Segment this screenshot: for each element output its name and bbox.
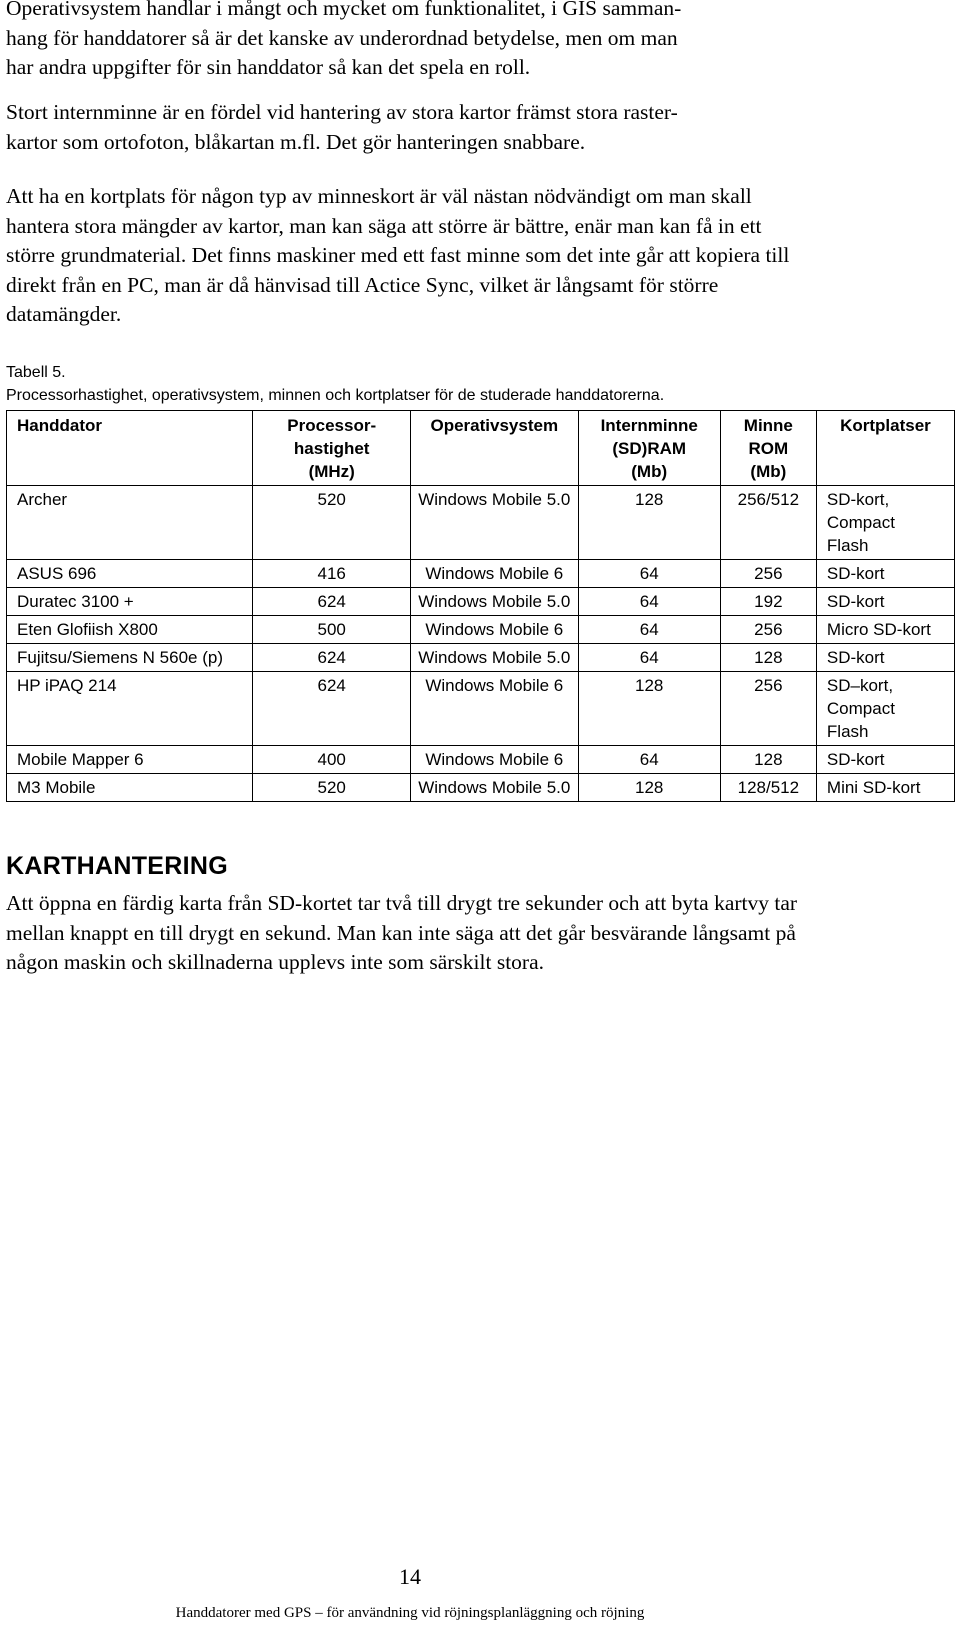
paragraph-internal-memory: Stort internminne är en fördel vid hantering av stora kartor främst stora raster- kartor som ortofoton, blåkartan m.fl. Det gör hanteringen snabbare. [6, 100, 678, 154]
cell-processor: 624 [253, 588, 410, 616]
cell-processor: 624 [253, 672, 410, 746]
table-label: Tabell 5. [6, 364, 66, 381]
cell-os: Windows Mobile 5.0 [410, 486, 578, 560]
paragraph-map-handling: Att öppna en färdig karta från SD-kortet tar två till drygt tre sekunder och att byta kartvy tar mellan knappt en till drygt en sekund. Man kan inte säga att det går besvärande långsamt på någon maskin och skillnaderna upplevs inte som särskilt stora. [6, 891, 798, 974]
handheld-table [6, 410, 955, 802]
table-row [7, 746, 955, 774]
cell-os: Windows Mobile 6 [410, 616, 578, 644]
table-row [7, 616, 955, 644]
cell-ram: 64 [578, 616, 720, 644]
cell-os: Windows Mobile 6 [410, 560, 578, 588]
header-handdator: Handdator [7, 411, 253, 486]
cell-kortplatser: Mini SD-kort [816, 774, 954, 802]
cell-handdator: M3 Mobile [7, 774, 253, 802]
cell-rom: 256 [720, 672, 816, 746]
cell-processor: 520 [253, 486, 410, 560]
table-row [7, 486, 955, 560]
section-heading: KARTHANTERING [6, 852, 228, 880]
cell-processor: 400 [253, 746, 410, 774]
cell-rom: 256 [720, 560, 816, 588]
cell-ram: 128 [578, 672, 720, 746]
cell-handdator: Archer [7, 486, 253, 560]
header-processor: Processor- hastighet (MHz) [253, 411, 410, 486]
page-number: 14 [399, 1564, 421, 1589]
page-footer: Handdatorer med GPS – för användning vid röjningsplanläggning och röjning [175, 1605, 645, 1621]
paragraph-operating-system: Operativsystem handlar i mångt och mycket om funktionalitet, i GIS samman- hang för handdatorer så är det kanske av underordnad betydelse, men om man har andra uppgifter för sin handdator så kan det spela en roll. [6, 0, 682, 79]
cell-ram: 128 [578, 486, 720, 560]
cell-os: Windows Mobile 5.0 [410, 644, 578, 672]
cell-kortplatser: SD-kort [816, 588, 954, 616]
cell-rom: 256/512 [720, 486, 816, 560]
cell-ram: 64 [578, 746, 720, 774]
header-operativsystem: Operativsystem [410, 411, 578, 486]
cell-os: Windows Mobile 5.0 [410, 774, 578, 802]
cell-rom: 256 [720, 616, 816, 644]
table-row [7, 588, 955, 616]
table-caption-text: Processorhastighet, operativsystem, minnen och kortplatser för de studerade handdatorerna. [6, 387, 665, 404]
table-header-row [7, 411, 955, 486]
cell-processor: 416 [253, 560, 410, 588]
header-minne-rom: Minne ROM (Mb) [720, 411, 816, 486]
cell-rom: 128 [720, 644, 816, 672]
header-kortplatser: Kortplatser [816, 411, 954, 486]
cell-kortplatser: SD-kort [816, 644, 954, 672]
cell-ram: 64 [578, 644, 720, 672]
cell-processor: 624 [253, 644, 410, 672]
table-row [7, 672, 955, 746]
cell-ram: 128 [578, 774, 720, 802]
cell-kortplatser: SD–kort, Compact Flash [816, 672, 954, 746]
cell-rom: 128/512 [720, 774, 816, 802]
cell-handdator: HP iPAQ 214 [7, 672, 253, 746]
table-row [7, 774, 955, 802]
table-caption [6, 361, 906, 407]
cell-rom: 192 [720, 588, 816, 616]
cell-handdator: Duratec 3100 + [7, 588, 253, 616]
cell-kortplatser: SD-kort, Compact Flash [816, 486, 954, 560]
table-row [7, 560, 955, 588]
cell-kortplatser: SD-kort [816, 560, 954, 588]
header-internminne: Internminne (SD)RAM (Mb) [578, 411, 720, 486]
cell-rom: 128 [720, 746, 816, 774]
cell-handdator: Mobile Mapper 6 [7, 746, 253, 774]
cell-ram: 64 [578, 560, 720, 588]
cell-ram: 64 [578, 588, 720, 616]
cell-processor: 500 [253, 616, 410, 644]
paragraph-card-slot: Att ha en kortplats för någon typ av minneskort är väl nästan nödvändigt om man skall hantera stora mängder av kartor, man kan säga att större är bättre, enär man kan få in ett större grundmaterial. Det finns maskiner med ett fast minne som det inte går att kopiera till direkt från en PC, man är då hänvisad till Actice Sync, vilket är långsamt för större datamängder. [6, 184, 790, 326]
cell-os: Windows Mobile 5.0 [410, 588, 578, 616]
cell-handdator: ASUS 696 [7, 560, 253, 588]
cell-kortplatser: SD-kort [816, 746, 954, 774]
cell-handdator: Fujitsu/Siemens N 560e (p) [7, 644, 253, 672]
table-row [7, 644, 955, 672]
cell-handdator: Eten Glofiish X800 [7, 616, 253, 644]
cell-os: Windows Mobile 6 [410, 672, 578, 746]
cell-processor: 520 [253, 774, 410, 802]
cell-kortplatser: Micro SD-kort [816, 616, 954, 644]
cell-os: Windows Mobile 6 [410, 746, 578, 774]
